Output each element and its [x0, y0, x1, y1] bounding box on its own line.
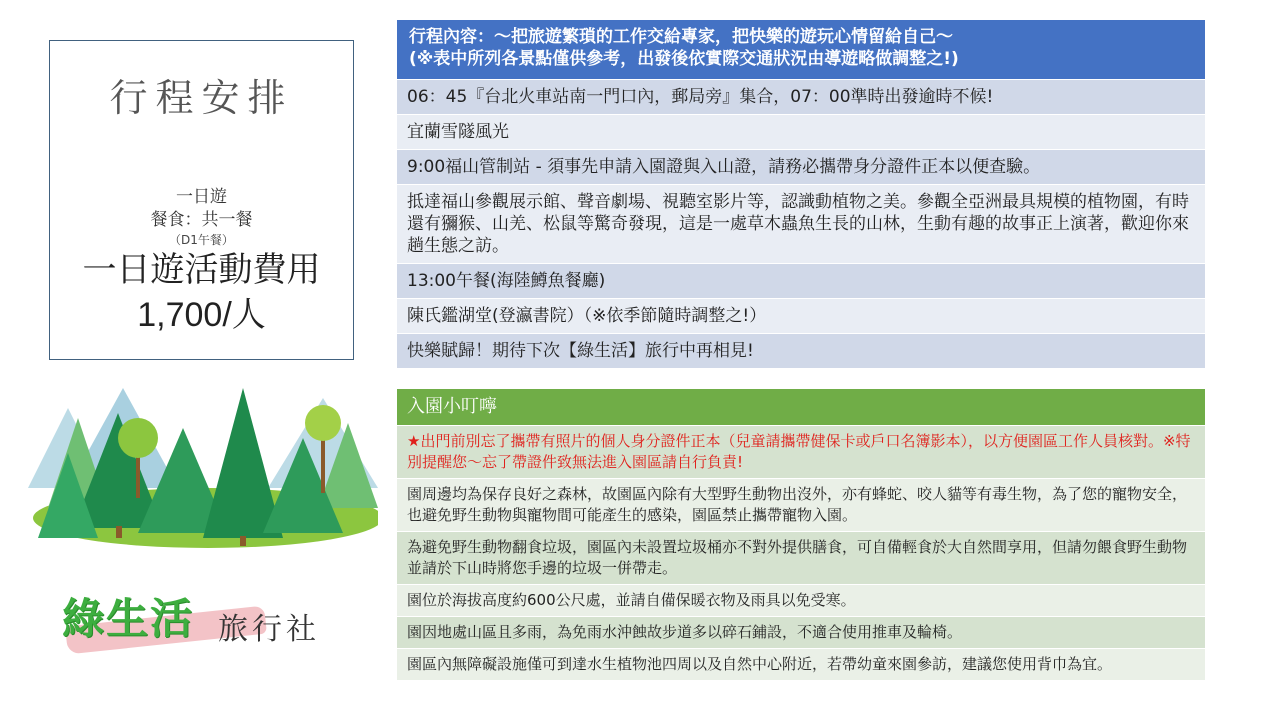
itinerary-row: 快樂賦歸！期待下次【綠生活】旅行中再相見!	[397, 333, 1205, 368]
summary-title: 行程安排	[109, 76, 294, 120]
trip-duration: 一日遊	[176, 187, 227, 207]
tips-row: 為避免野生動物翻食垃圾，園區內未設置垃圾桶亦不對外提供膳食，可自備輕食於大自然間享用，但請勿餵食野生動物並請於下山時將您手邊的垃圾一併帶走。	[397, 531, 1205, 584]
park-tips-table	[397, 389, 1205, 680]
itinerary-table	[397, 20, 1205, 368]
itinerary-row: 13:00午餐(海陸鱒魚餐廳)	[397, 263, 1205, 298]
tips-row: 園因地處山區且多雨，為免雨水沖蝕故步道多以碎石鋪設，不適合使用推車及輪椅。	[397, 616, 1205, 648]
meal-note: （D1午餐）	[169, 233, 234, 247]
itinerary-summary-box	[49, 40, 354, 360]
itinerary-row: 抵達福山參觀展示館、聲音劇場、視聽室影片等，認識動植物之美。參觀全亞洲最具規模的植物園，有時還有獼猴、山羌、松鼠等驚奇發現，這是一處草木蟲魚生長的山林，生動有趣的故事正上演著，歡迎你來趟生態之訪。	[397, 184, 1205, 263]
brand-subtitle: 旅行社	[218, 612, 320, 647]
itinerary-row: 陳氏鑑湖堂(登瀛書院）（※依季節隨時調整之!）	[397, 298, 1205, 333]
tips-warning-row	[397, 425, 1205, 478]
fee-label: 一日遊活動費用	[82, 251, 321, 289]
itinerary-row: 宜蘭雪隧風光	[397, 114, 1205, 149]
forest-illustration	[28, 368, 378, 548]
itinerary-header-line2: (※表中所列各景點僅供參考，出發後依實際交通狀況由導遊略做調整之!)	[409, 49, 959, 69]
tips-row: 園位於海拔高度約600公尺處，並請自備保暖衣物及雨具以免受寒。	[397, 584, 1205, 616]
itinerary-header	[397, 20, 1205, 79]
brand-logo	[58, 586, 348, 662]
itinerary-row: 9:00福山管制站 - 須事先申請入園證與入山證，請務必攜帶身分證件正本以便查驗。	[397, 149, 1205, 184]
fee-value: 1,700/人	[137, 296, 266, 334]
tips-warning-text: 出門前別忘了攜帶有照片的個人身分證件正本（兒童請攜帶健保卡或戶口名簿影本），以方便園區工作人員核對。※特別提醒您～忘了帶證件致無法進入園區請自行負責!	[407, 432, 1191, 471]
itinerary-row: 06：45『台北火車站南一門口內，郵局旁』集合，07：00準時出發逾時不候!	[397, 79, 1205, 114]
tips-header: 入園小叮嚀	[397, 389, 1205, 425]
tips-row: 園區內無障礙設施僅可到達水生植物池四周以及自然中心附近，若帶幼童來園參訪，建議您使用背巾為宜。	[397, 648, 1205, 680]
meal-info: 餐食：共一餐	[150, 210, 253, 230]
brand-name: 綠生活	[62, 594, 195, 643]
star-icon: ★	[407, 432, 421, 450]
itinerary-header-line1: 行程內容：～把旅遊繁瑣的工作交給專家，把快樂的遊玩心情留給自己～	[409, 27, 953, 47]
tips-row: 園周邊均為保存良好之森林，故園區內除有大型野生動物出沒外，亦有蜂蛇、咬人貓等有毒生物，為了您的寵物安全，也避免野生動物與寵物間可能產生的感染，園區禁止攜帶寵物入園。	[397, 478, 1205, 531]
